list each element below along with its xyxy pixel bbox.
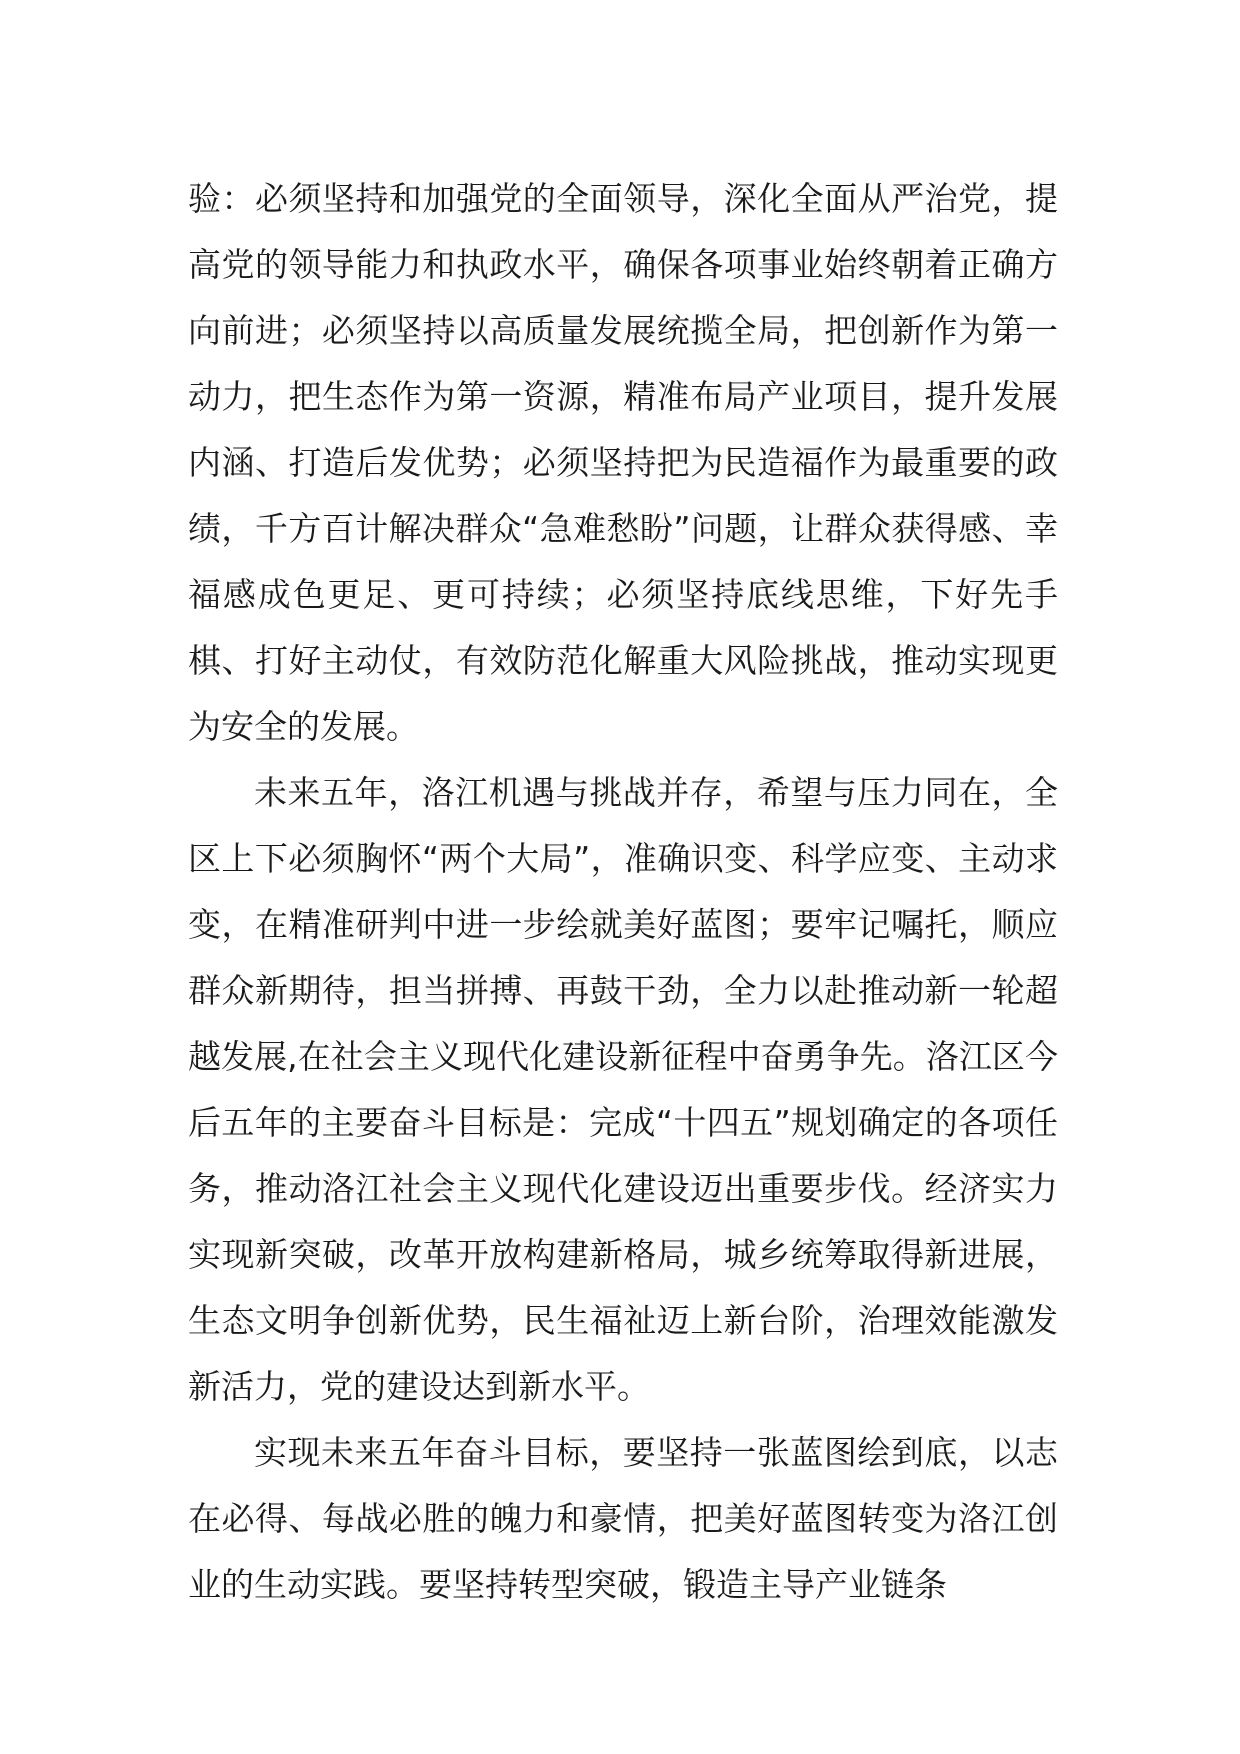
body-text (188, 166, 1058, 1618)
paragraph-1: 验：必须坚持和加强党的全面领导，深化全面从严治党，提高党的领导能力和执政水平，确保各项事业始终朝着正确方向前进；必须坚持以高质量发展统揽全局，把创新作为第一动力，把生态作为第一资源，精准布局产业项目，提升发展内涵、打造后发优势；必须坚持把为民造福作为最重要的政绩，千方百计解决群众“急难愁盼”问题，让群众获得感、幸福感成色更足、更可持续；必须坚持底线思维，下好先手棋、打好主动仗，有效防范化解重大风险挑战，推动实现更为安全的发展。 (188, 179, 1058, 746)
paragraph-2: 未来五年，洛江机遇与挑战并存，希望与压力同在，全区上下必须胸怀“两个大局”，准确识变、科学应变、主动求变，在精准研判中进一步绘就美好蓝图；要牢记嘱托，顺应群众新期待，担当拼搏、再鼓干劲，全力以赴推动新一轮超越发展,在社会主义现代化建设新征程中奋勇争先。洛江区今后五年的主要奋斗目标是：完成“十四五”规划确定的各项任务，推动洛江社会主义现代化建设迈出重要步伐。经济实力实现新突破，改革开放构建新格局，城乡统筹取得新进展，生态文明争创新优势，民生福祉迈上新台阶，治理效能激发新活力，党的建设达到新水平。 (188, 773, 1058, 1406)
paragraph-3: 实现未来五年奋斗目标，要坚持一张蓝图绘到底，以志在必得、每战必胜的魄力和豪情，把美好蓝图转变为洛江创业的生动实践。要坚持转型突破，锻造主导产业链条 (188, 1433, 1058, 1604)
